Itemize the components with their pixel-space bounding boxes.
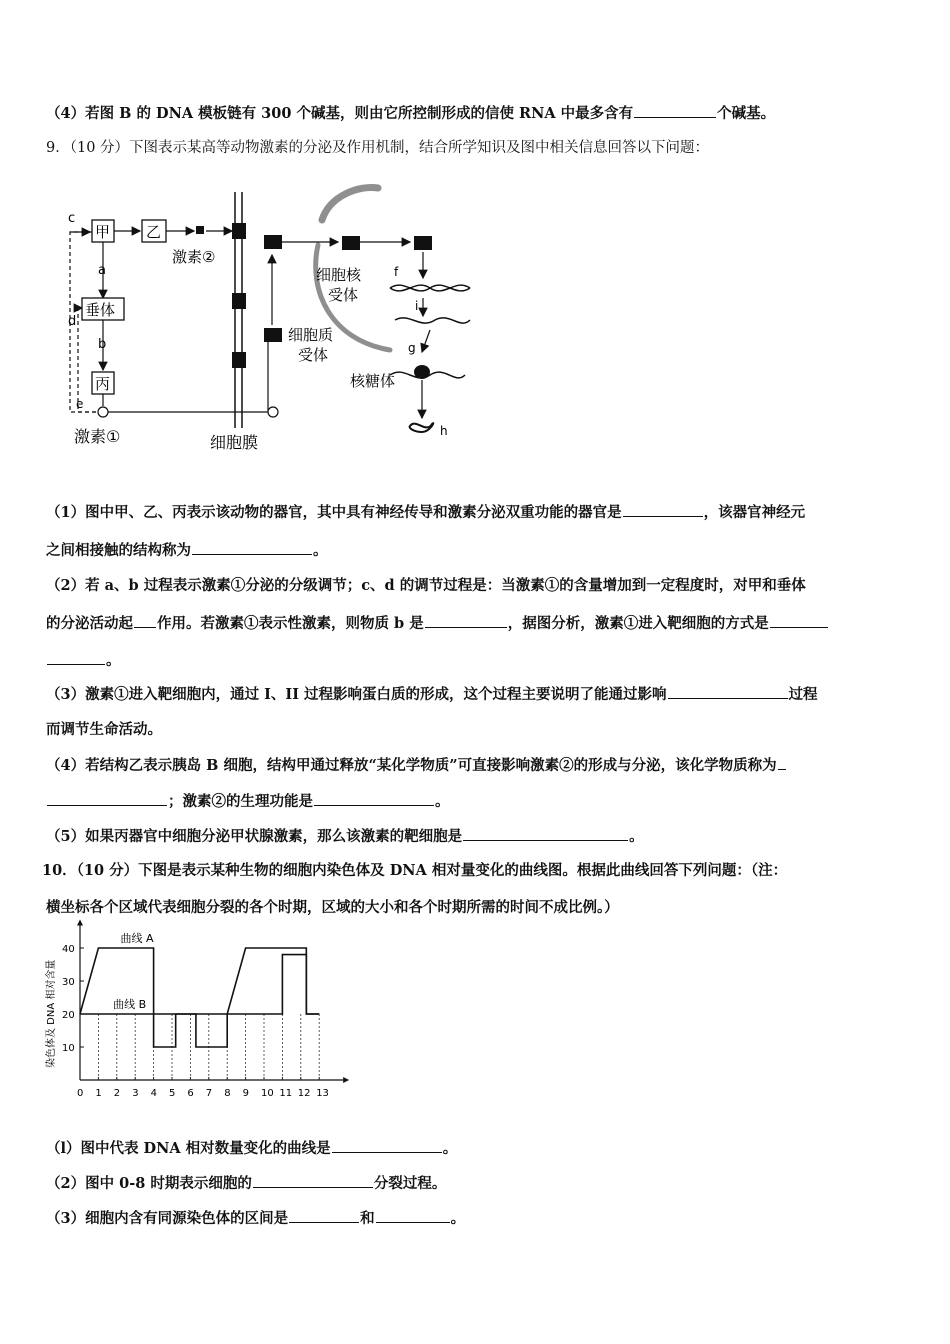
- protein-product: [410, 423, 434, 432]
- q9-part1-text: （1）图中甲、乙、丙表示该动物的器官，其中具有神经传导和激素分泌双重功能的器官是: [46, 504, 622, 521]
- membrane-receptor-3: [232, 352, 246, 368]
- x-tick-label: 7: [205, 1088, 213, 1099]
- complex-2: [342, 236, 360, 250]
- membrane-receptor-1: [232, 223, 246, 239]
- x-tick-label: 2: [113, 1088, 121, 1099]
- chromosome-dna-chart: [44, 932, 364, 1102]
- answer-blank[interactable]: [634, 103, 716, 118]
- nuclear-envelope-top: [322, 187, 378, 220]
- q9-part4-end: 。: [435, 793, 450, 810]
- y-tick-label: 10: [62, 1043, 75, 1054]
- q8-part4-tail: 个碱基。: [717, 105, 776, 122]
- q9-part5-text: （5）如果丙器官中细胞分泌甲状腺激素，那么该激素的靶细胞是: [46, 828, 463, 845]
- q10-part2-text: （2）图中 0-8 时期表示细胞的: [46, 1175, 252, 1192]
- x-tick-label: 11: [279, 1088, 293, 1099]
- y-tick-label: 40: [62, 944, 75, 955]
- answer-blank[interactable]: [668, 684, 788, 699]
- label-c: c: [68, 211, 76, 226]
- q10-part2: [46, 1173, 446, 1194]
- cytoplasm-receptor: [264, 328, 282, 342]
- q9-part2-line2: [46, 613, 829, 634]
- x-tick-label: 3: [132, 1088, 139, 1099]
- x-tick-label: 12: [297, 1088, 311, 1099]
- hormone1-label: 激素①: [74, 427, 121, 446]
- q9-part3-text-b: 过程: [788, 686, 818, 703]
- x-tick-label: 9: [242, 1088, 249, 1099]
- organ-jia: 甲: [95, 223, 111, 241]
- label-g: g: [408, 341, 416, 355]
- q9-part1-text-b: ，该器官神经元: [703, 504, 806, 521]
- x-tick-label: 8: [224, 1088, 231, 1099]
- q10-part3-text-b: 和: [360, 1210, 375, 1227]
- x-tick-label: 6: [187, 1088, 194, 1099]
- label-b: b: [98, 337, 107, 352]
- x-tick-label: 10: [261, 1088, 274, 1099]
- complex-3: [414, 236, 432, 250]
- y-tick-label: 20: [62, 1010, 75, 1021]
- ribosome-label: 核糖体: [350, 372, 396, 390]
- q9-part1-line2: [46, 540, 328, 561]
- label-h: h: [440, 424, 448, 438]
- q9-part3-line1: [46, 684, 818, 705]
- q9-part5: [46, 826, 644, 847]
- x-tick-label: 0: [77, 1088, 84, 1099]
- answer-blank[interactable]: [314, 791, 434, 806]
- y-tick-label: 30: [62, 977, 75, 988]
- membrane-receptor-2: [232, 293, 246, 309]
- organ-chuiti: 垂体: [85, 301, 116, 319]
- q9-part2-text-c: 作用。若激素①表示性激素，则物质 b 是: [157, 615, 424, 632]
- x-tick-label: 5: [169, 1088, 176, 1099]
- answer-blank[interactable]: [463, 826, 628, 841]
- cyto-receptor-label-2: 受体: [298, 346, 329, 364]
- q8-part4: [46, 103, 775, 124]
- label-a: a: [98, 263, 106, 278]
- q10-part3-text: （3）细胞内含有同源染色体的区间是: [46, 1210, 289, 1227]
- q10-part1: [46, 1138, 457, 1159]
- label-d: d: [68, 314, 77, 329]
- series-label-b: 曲线 B: [113, 998, 147, 1011]
- q9-part5-end: 。: [629, 828, 644, 845]
- q9-part3-text: （3）激素①进入靶细胞内，通过 I、II 过程影响蛋白质的形成，这个过程主要说明了能通过影响: [46, 686, 667, 703]
- q9-part1-line1: [46, 502, 805, 523]
- q10-part3-end: 。: [450, 1210, 466, 1227]
- cyto-receptor-label-1: 细胞质: [288, 326, 334, 344]
- x-tick-label: 4: [150, 1088, 157, 1099]
- answer-blank[interactable]: [253, 1173, 373, 1188]
- answer-blank[interactable]: [425, 613, 507, 628]
- x-axis-arrow: [343, 1077, 349, 1083]
- nuclear-receptor-label-2: 受体: [328, 286, 359, 304]
- q9-header: 9．（10 分）下图表示某高等动物激素的分泌及作用机制，结合所学知识及图中相关信息回答以下问题：: [46, 140, 710, 156]
- hormone-mechanism-diagram: [60, 180, 500, 450]
- answer-blank[interactable]: [47, 650, 105, 665]
- q9-part1-end: 。: [313, 542, 328, 559]
- x-tick-label: 1: [95, 1088, 102, 1099]
- q10-header-line2: 横坐标各个区域代表细胞分裂的各个时期，区域的大小和各个时期所需的时间不成比例。）: [46, 899, 619, 916]
- answer-blank[interactable]: [770, 613, 828, 628]
- answer-blank[interactable]: [778, 755, 786, 770]
- q9-part4-line1: [46, 755, 787, 776]
- q9-part2-text-b: 的分泌活动起: [46, 615, 133, 632]
- hormone2-molecule: [196, 226, 204, 234]
- q9-part2-line1: （2）若 a、b 过程表示激素①分泌的分级调节；c、d 的调节过程是：当激素①的含量增加到一定程度时，对甲和垂体: [46, 577, 806, 594]
- q9-part1-text-c: 之间相接触的结构称为: [46, 542, 191, 559]
- q9-part4-text: （4）若结构乙表示胰岛 B 细胞，结构甲通过释放“某化学物质”可直接影响激素②的形成与分泌，该化学物质称为: [46, 757, 777, 774]
- q9-part2-line3: [46, 650, 121, 671]
- mrna-strand: [395, 318, 470, 323]
- x-tick-label: 13: [316, 1088, 329, 1099]
- q9-part4-line2: [46, 791, 450, 812]
- q10-part3: [46, 1208, 465, 1229]
- q9-part2-end: 。: [106, 652, 121, 669]
- membrane-label: 细胞膜: [210, 433, 259, 452]
- q8-part4-label: （4）: [46, 105, 86, 122]
- label-i: i: [415, 299, 419, 313]
- answer-blank[interactable]: [192, 540, 312, 555]
- hormone2-label: 激素②: [172, 248, 216, 266]
- answer-blank[interactable]: [134, 613, 156, 628]
- nuclear-receptor-label-1: 细胞核: [316, 266, 362, 284]
- y-axis-arrow: [77, 920, 83, 926]
- label-e: e: [76, 397, 84, 411]
- q9-part4-text-b: ；激素②的生理功能是: [168, 793, 313, 810]
- q10-part1-end: 。: [442, 1140, 458, 1157]
- complex-1: [264, 235, 282, 249]
- q8-part4-text: 若图 B 的 DNA 模板链有 300 个碱基，则由它所控制形成的信使 RNA 中最多含有: [85, 105, 634, 122]
- organ-bing: 丙: [95, 375, 111, 393]
- q9-part2-text-d: ，据图分析，激素①进入靶细胞的方式是: [507, 615, 769, 632]
- ribosome-body: [414, 365, 430, 379]
- answer-blank[interactable]: [332, 1138, 442, 1153]
- hormone1-molecule: [98, 407, 108, 417]
- answer-blank[interactable]: [376, 1208, 450, 1223]
- q10-part2-end: 分裂过程。: [373, 1175, 447, 1192]
- q9-part3-line2: 而调节生命活动。: [46, 721, 162, 738]
- q10-header-line1: 10．（10 分）下图是表示某种生物的细胞内染色体及 DNA 相对量变化的曲线图。根据此曲线回答下列问题：（注：: [42, 862, 788, 879]
- answer-blank[interactable]: [47, 791, 167, 806]
- series-label-a: 曲线 A: [120, 932, 154, 945]
- q10-part1-text: （l）图中代表 DNA 相对数量变化的曲线是: [46, 1140, 331, 1157]
- answer-blank[interactable]: [623, 502, 703, 517]
- label-f: f: [394, 265, 399, 279]
- answer-blank[interactable]: [289, 1208, 359, 1223]
- y-axis-label: 染色体及 DNA 相对含量: [46, 959, 57, 1068]
- organ-yi: 乙: [146, 223, 162, 241]
